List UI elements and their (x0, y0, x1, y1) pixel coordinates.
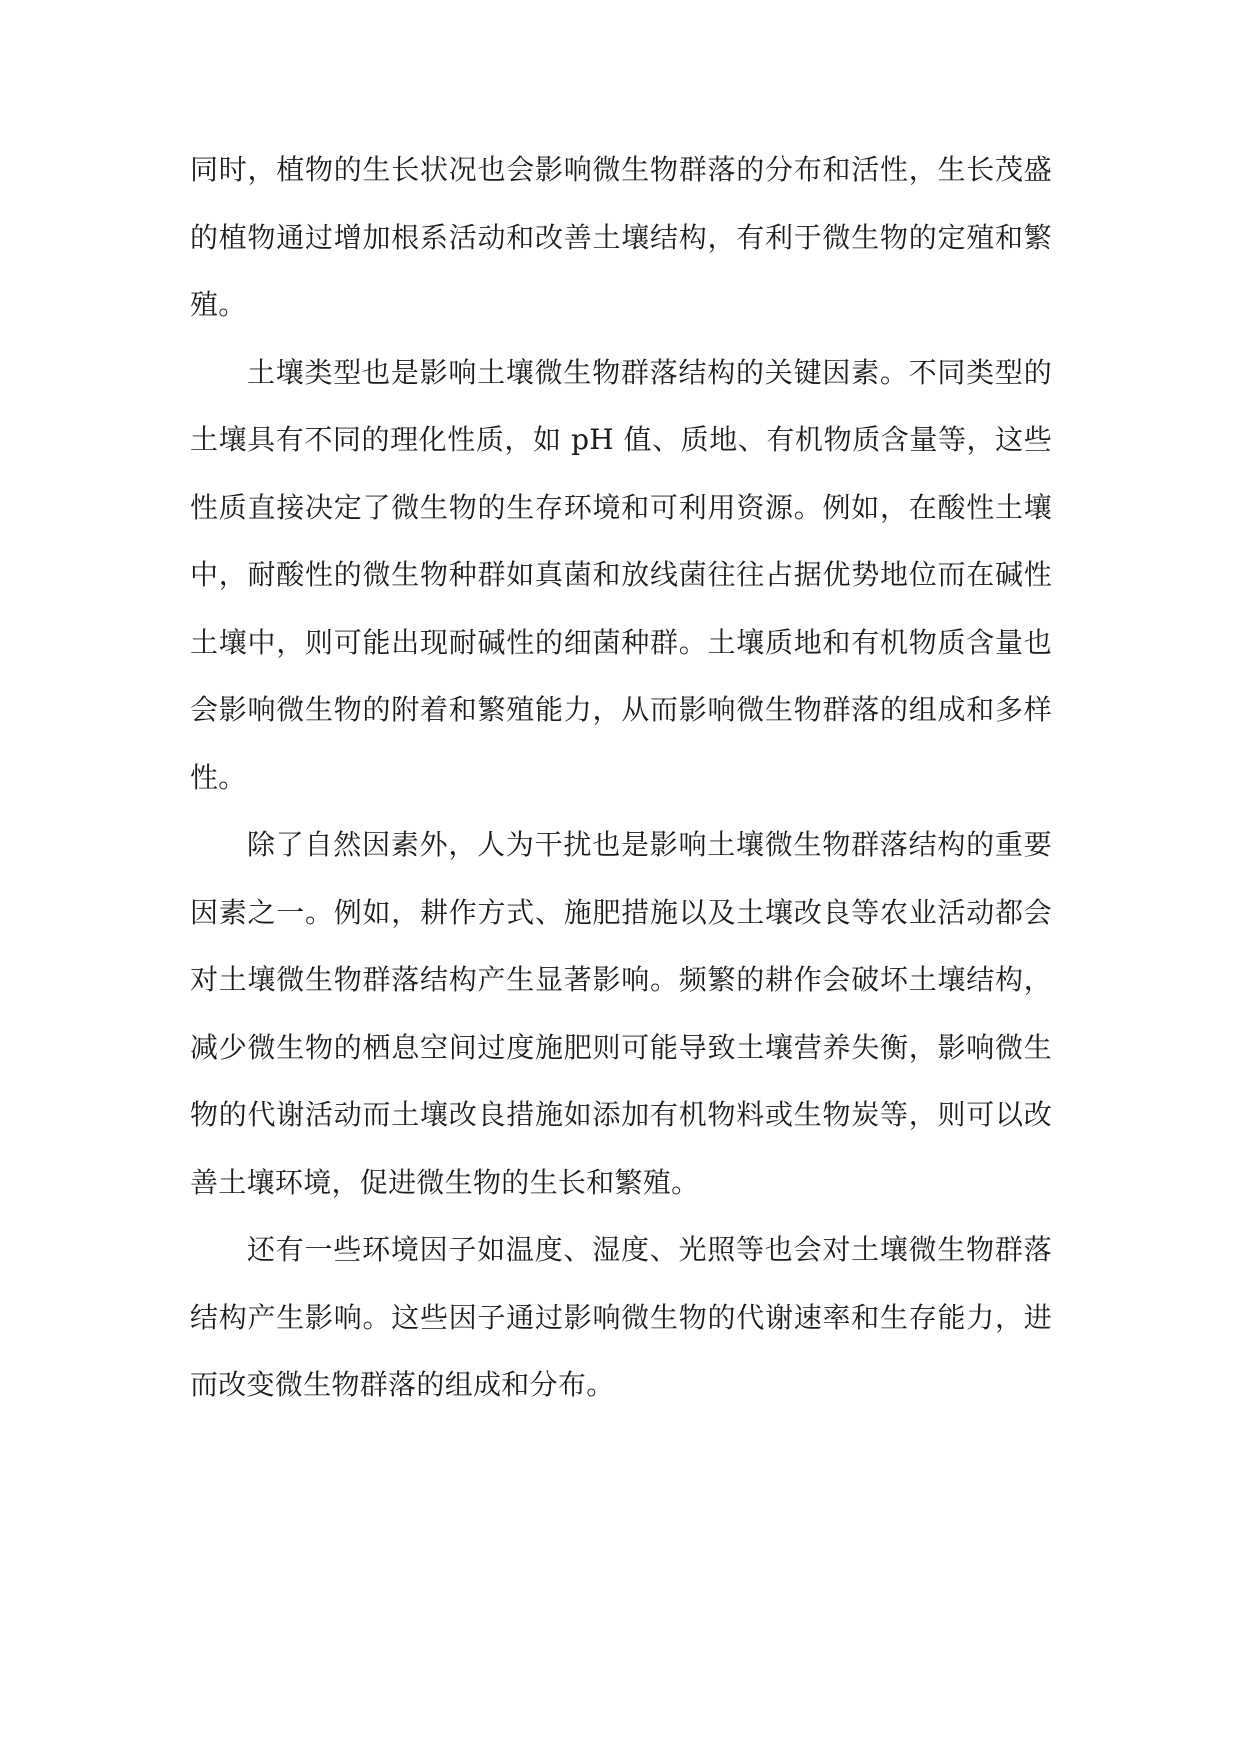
paragraph-soil-type: 土壤类型也是影响土壤微生物群落结构的关键因素。不同类型的土壤具有不同的理化性质，如 pH 值、质地、有机物质含量等，这些性质直接决定了微生物的生存环境和可利用资源。例如，在酸性土壤中，耐酸性的微生物种群如真菌和放线菌往往占据优势地位而在碱性土壤中，则可能出现耐碱性的细菌种群。土壤质地和有机物质含量也会影响微生物的附着和繁殖能力，从而影响微生物群落的组成和多样性。 (190, 355, 1052, 794)
paragraph-human-disturbance: 除了自然因素外，人为干扰也是影响土壤微生物群落结构的重要因素之一。例如，耕作方式、施肥措施以及土壤改良等农业活动都会对土壤微生物群落结构产生显著影响。频繁的耕作会破坏土壤结构，减少微生物的栖息空间过度施肥则可能导致土壤营养失衡，影响微生物的代谢活动而土壤改良措施如添加有机物料或生物炭等，则可以改善土壤环境，促进微生物的生长和繁殖。 (190, 828, 1052, 1199)
paragraph-plant-growth: 同时，植物的生长状况也会影响微生物群落的分布和活性，生长茂盛的植物通过增加根系活动和改善土壤结构，有利于微生物的定殖和繁殖。 (190, 153, 1052, 321)
document-page (190, 136, 1052, 1419)
paragraph-environmental-factors: 还有一些环境因子如温度、湿度、光照等也会对土壤微生物群落结构产生影响。这些因子通过影响微生物的代谢速率和生存能力，进而改变微生物群落的组成和分布。 (190, 1233, 1052, 1401)
